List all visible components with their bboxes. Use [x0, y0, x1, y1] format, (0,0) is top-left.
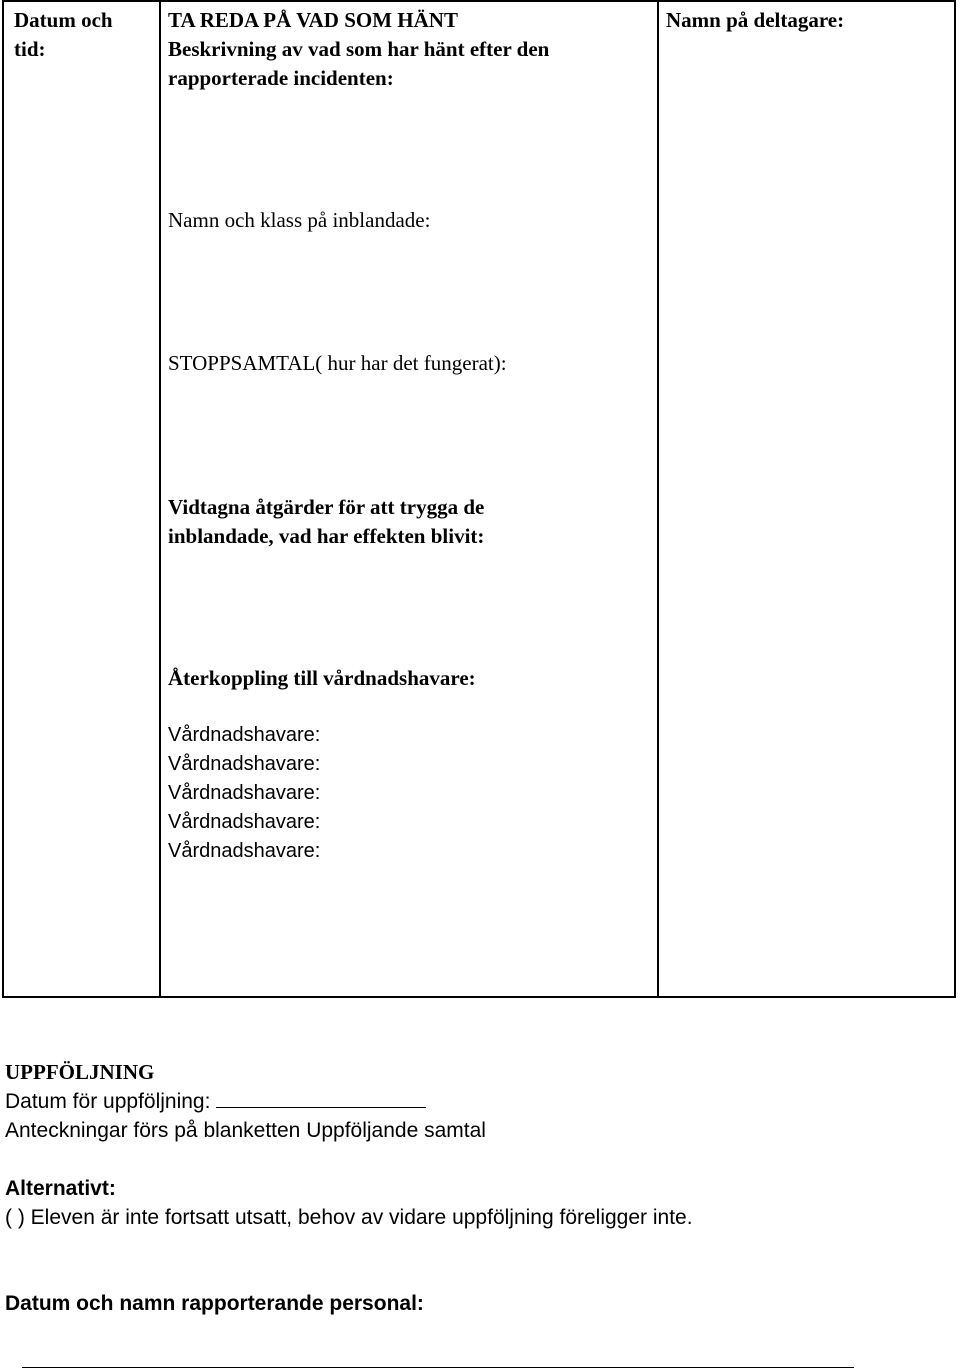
- column-divider: [657, 2, 659, 996]
- guardian-field[interactable]: Vårdnadshavare:: [168, 724, 321, 746]
- actions-label-line: inblandade, vad har effekten blivit:: [168, 524, 485, 548]
- what-happened-title: TA REDA PÅ VAD SOM HÄNT: [168, 8, 458, 32]
- followup-title: UPPFÖLJNING: [5, 1060, 155, 1084]
- date-time-header-line: tid:: [14, 37, 46, 61]
- participants-header: Namn på deltagare:: [666, 8, 845, 32]
- guardian-list: [168, 721, 320, 866]
- what-happened-header: [168, 6, 549, 93]
- guardian-field[interactable]: Vårdnadshavare:: [168, 811, 321, 833]
- followup-date-blank[interactable]: [216, 1087, 426, 1108]
- what-happened-desc: rapporterade incidenten:: [168, 66, 394, 90]
- followup-date-row: [5, 1087, 426, 1116]
- alternative-label: Alternativt:: [5, 1177, 116, 1200]
- option-text: Eleven är inte fortsatt utsatt, behov av vidare uppföljning föreligger inte.: [30, 1206, 693, 1229]
- followup-date-label: Datum för uppföljning:: [5, 1090, 211, 1113]
- followup-notes: Anteckningar förs på blanketten Uppföljande samtal: [5, 1119, 486, 1142]
- column-divider: [159, 2, 161, 996]
- guardian-field[interactable]: Vårdnadshavare:: [168, 753, 321, 775]
- signature-label: Datum och namn rapporterande personal:: [5, 1292, 424, 1315]
- actions-label: [168, 493, 484, 551]
- date-time-header-line: Datum och: [14, 8, 113, 32]
- actions-label-line: Vidtagna åtgärder för att trygga de: [168, 495, 485, 519]
- alternative-option: [5, 1203, 693, 1232]
- stop-talk-label: STOPPSAMTAL( hur har det fungerat):: [168, 351, 507, 375]
- incident-report-table: [2, 0, 956, 998]
- signature-line[interactable]: [22, 1367, 854, 1368]
- guardian-feedback-label: Återkoppling till vårdnadshavare:: [168, 666, 476, 690]
- date-time-header: [14, 6, 113, 64]
- guardian-field[interactable]: Vårdnadshavare:: [168, 782, 321, 804]
- guardian-field[interactable]: Vårdnadshavare:: [168, 840, 321, 862]
- involved-label: Namn och klass på inblandade:: [168, 208, 431, 232]
- option-checkbox[interactable]: ( ): [5, 1206, 25, 1229]
- what-happened-desc: Beskrivning av vad som har hänt efter den: [168, 37, 550, 61]
